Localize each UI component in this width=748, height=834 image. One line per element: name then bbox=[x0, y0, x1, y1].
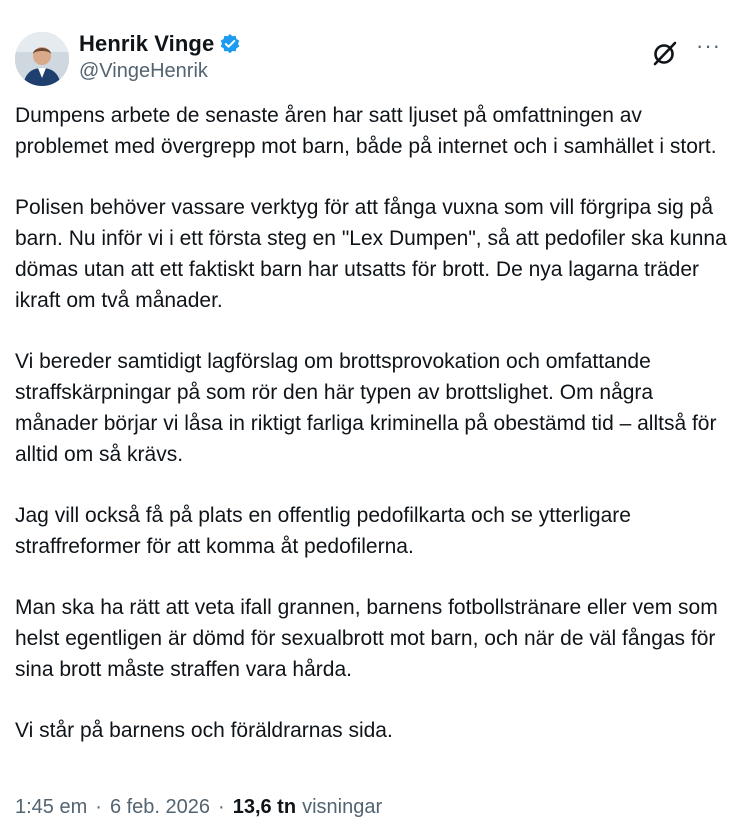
author-handle[interactable]: @VingeHenrik bbox=[79, 60, 208, 82]
meta-separator: · bbox=[95, 796, 102, 818]
tweet-text bbox=[15, 100, 730, 776]
tweet-meta bbox=[15, 796, 382, 819]
tweet-paragraph: Man ska ha rätt att veta ifall grannen, barnens fotbollstränare eller vem som helst egentligen är dömd för sexualbrott mot barn, och när de väl fångas för sina brott måste straffen vara hårda. bbox=[15, 596, 718, 681]
tweet-paragraph: Jag vill också få på plats en offentlig pedofilkarta och se ytterligare straffreformer för att komma åt pedofilerna. bbox=[15, 504, 631, 558]
verified-badge-icon bbox=[219, 33, 241, 55]
grok-icon[interactable] bbox=[652, 40, 678, 66]
display-name[interactable]: Henrik Vinge bbox=[79, 31, 215, 56]
tweet-date[interactable]: 6 feb. 2026 bbox=[109, 796, 211, 818]
views-label: visningar bbox=[302, 796, 383, 818]
tweet-paragraph: Vi bereder samtidigt lagförslag om brottsprovokation och omfattande straffskärpningar på som rör den här typen av brottslighet. Om några månader börjar vi låsa in riktigt farliga kriminella på obestämd tid – alltså för alltid om så krävs. bbox=[15, 350, 717, 466]
display-name-row bbox=[79, 30, 241, 58]
tweet-paragraph: Polisen behöver vassare verktyg för att fånga vuxna som vill förgripa sig på barn. Nu inför vi i ett första steg en "Lex Dumpen", så att pedofiler ska kunna dömas utan att ett faktiskt barn har utsatts för brott. De nya lagarna träder ikraft om två månader. bbox=[15, 196, 727, 312]
tweet-time[interactable]: 1:45 em bbox=[15, 796, 88, 818]
tweet-paragraph: Vi står på barnens och föräldrarnas sida. bbox=[15, 719, 393, 742]
tweet-header bbox=[15, 28, 733, 88]
avatar[interactable] bbox=[15, 32, 69, 86]
author-names bbox=[79, 30, 241, 83]
tweet-paragraph: Dumpens arbete de senaste åren har satt ljuset på omfattningen av problemet med övergrepp mot barn, både på internet och i samhället i stort. bbox=[15, 104, 717, 158]
more-options-icon[interactable]: ··· bbox=[696, 33, 721, 58]
meta-separator: · bbox=[218, 796, 225, 818]
views-count: 13,6 tn bbox=[232, 796, 297, 818]
